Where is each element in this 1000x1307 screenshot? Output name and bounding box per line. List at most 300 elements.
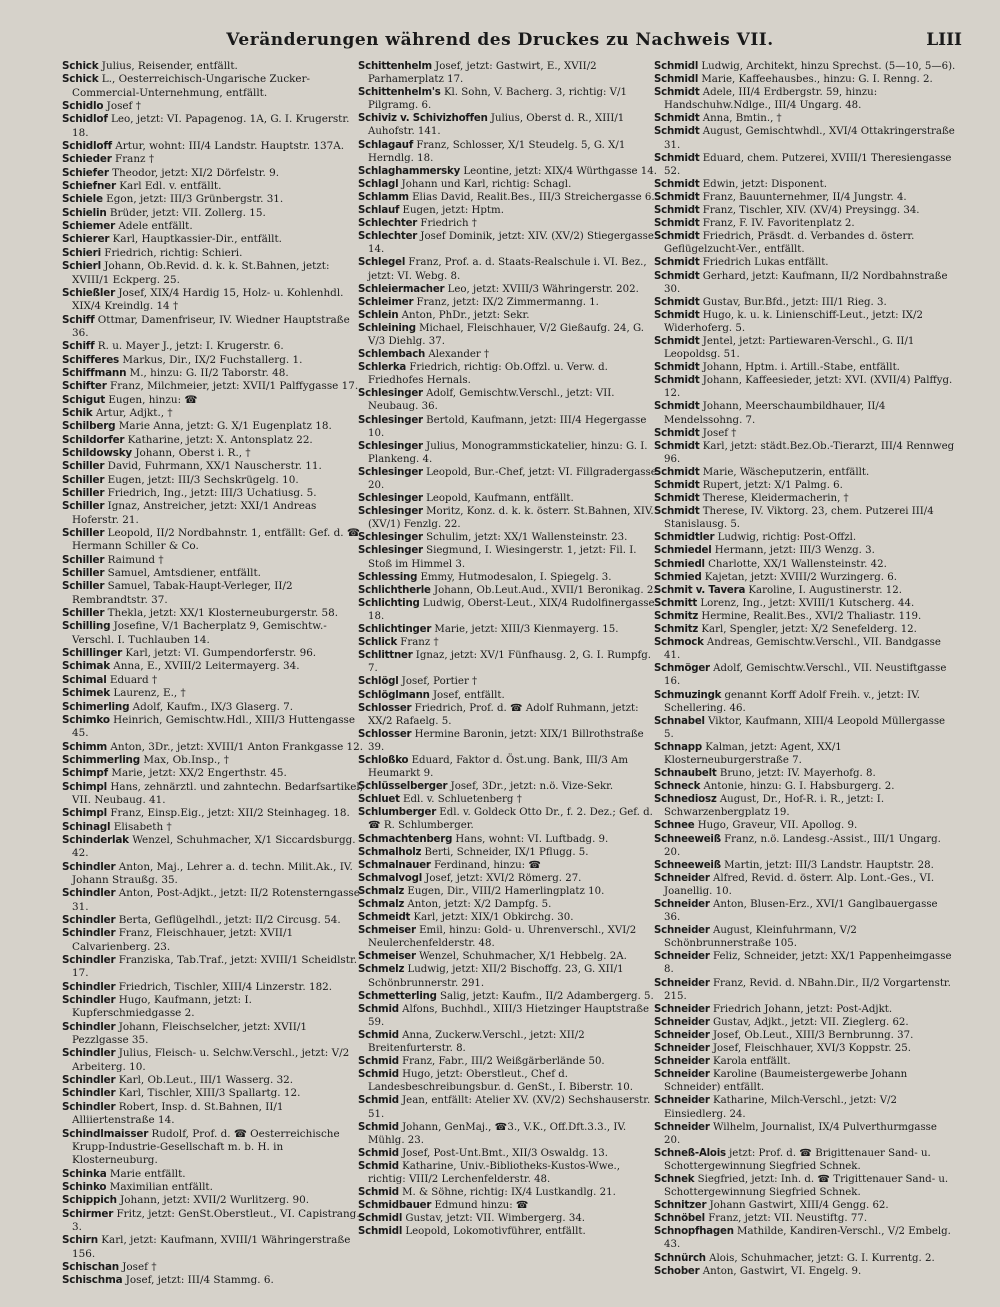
entry-surname: Schindler [62,980,116,993]
entry-surname: Schildowsky [62,446,133,459]
entry-details: Rupert, jetzt: X/1 Palmg. 6. [702,480,843,491]
directory-entry [62,193,364,206]
entry-surname: Schleimer [358,296,414,308]
entry-details: Julius, Reisender, entfällt. [101,60,238,72]
entry-details: Wenzel, Schuhmacher, X/1 Siccardsburgg. 42. [72,833,356,860]
entry-details: Josef, jetzt: XVI/2 Römerg. 27. [425,872,582,884]
entry-surname: Schlesinger [358,532,423,544]
entry-surname: Schieder [62,153,112,166]
entry-surname: Schildorfer [62,433,125,446]
entry-surname: Schneider [654,1121,710,1133]
entry-details: Fritz, jetzt: GenSt.Oberstleut., VI. Capistrang. 3. [72,1207,360,1233]
entry-surname: Schmid [358,1095,399,1107]
entry-details: Anton, PhDr., jetzt: Sekr. [401,309,530,321]
directory-entry [654,309,956,335]
entry-surname: Schnapp [654,741,702,753]
directory-entry [654,872,956,898]
directory-entry [654,597,956,610]
directory-entry [654,86,956,112]
entry-details: Johann, Kaffeesieder, jetzt: XVI. (XVII/4) Palffyg. 12. [664,375,953,400]
directory-entry [654,558,956,571]
entry-surname: Schlesinger [358,493,423,505]
entry-surname: Schlembach [358,349,426,361]
entry-details: Hans, wohnt: VI. Luftbadg. 9. [455,833,609,845]
directory-entry [358,178,660,191]
entry-surname: Schindler [62,1020,116,1033]
directory-entry [358,86,660,112]
directory-entry [654,1042,956,1055]
column-1 [62,60,364,1290]
directory-entry [654,1003,956,1016]
entry-details: Ferdinand, hinzu: ☎ [433,859,542,871]
entry-surname: Schiemer [62,220,116,233]
entry-details: Friedrich, Ing., jetzt: III/3 Uchatiusg. 5. [107,487,317,499]
entry-details: Hugo, k. u. k. Linienschiff-Leut., jetzt: IX/2 Widerhoferg. 5. [664,309,923,334]
entry-details: Julius, Oberst d. R., XIII/1 Auhofstr. 141. [368,113,625,138]
entry-details: Feliz, Schneider, jetzt: XX/1 Pappenheimgasse 8. [664,951,952,976]
entry-details: Edmund hinzu: ☎ [434,1200,529,1212]
directory-entry [654,60,956,73]
directory-entry [358,780,660,793]
entry-details: Franz, Revid. d. NBahn.Dir., II/2 Vorgartenstr. 215. [664,977,951,1002]
entry-surname: Schmidt [654,466,700,478]
entry-surname: Schiefer [62,166,109,179]
entry-details: Franz, Schlosser, X/1 Steudelg. 5, G. X/1 Herndlg. 18. [368,139,626,164]
directory-entry [654,1199,956,1212]
entry-surname: Schmid [358,1056,399,1068]
directory-entry [62,554,364,567]
entry-details: Anton, Maj., Lehrer a. d. techn. Milit.Ak., IV. Johann Straußg. 35. [72,860,353,886]
directory-entry [62,954,364,981]
entry-surname: Schindlmaisser [62,1127,149,1140]
entry-details: Berta, Geflügelhdl., jetzt: II/2 Circusg. 54. [118,914,341,926]
entry-surname: Schluet [358,794,400,806]
directory-entry [358,296,660,309]
entry-surname: Schiller [62,580,105,593]
entry-surname: Schmit v. Tavera [654,584,746,596]
directory-entry [654,230,956,256]
entry-surname: Schlick [358,637,398,649]
entry-details: Bruno, jetzt: IV. Mayerhofg. 8. [719,768,876,780]
entry-details: Elisabeth † [113,820,172,833]
entry-details: Marie, jetzt: XX/2 Engerthstr. 45. [111,767,287,780]
entry-surname: Schimerling [62,700,130,713]
directory-entry [62,287,364,314]
directory-entry [62,701,364,714]
entry-surname: Schiller [62,553,105,566]
directory-entry [62,607,364,620]
entry-details: Katharine, jetzt: X. Antonsplatz 22. [127,433,313,446]
directory-entry [358,859,660,872]
directory-entry [654,505,956,531]
entry-surname: Schindler [62,954,116,967]
directory-entry [358,204,660,217]
entry-details: Artur, Adjkt., † [95,406,173,419]
entry-details: Josef † [106,100,141,113]
entry-details: Franz, jetzt: VII. Neustiftg. 77. [708,1213,868,1225]
directory-entry [62,60,364,73]
entry-surname: Schneider [654,1029,710,1041]
entry-surname: Schmidt [654,205,700,217]
entry-surname: Schmock [654,637,704,649]
directory-entry [62,153,364,166]
entry-details: Friedrich, richtig: Ob.Offzl. u. Verw. d. Friedhofes Hernals. [368,362,608,387]
entry-surname: Schmidt [654,309,700,321]
entry-surname: Schmidt [654,178,700,190]
directory-entry [358,309,660,322]
entry-surname: Schmalholz [358,846,422,858]
directory-entry [62,474,364,487]
entry-surname: Schmetterling [358,990,437,1002]
entry-surname: Schmalz [358,885,405,897]
entry-surname: Schlögl [358,676,399,688]
entry-surname: Schmeidt [358,912,411,924]
entry-details: Johann, Oberst i. R., † [135,446,251,459]
entry-details: Friedrich Johann, jetzt: Post-Adjkt. [712,1003,893,1015]
directory-entry [358,689,660,702]
entry-details: Josef, Portier † [401,676,478,688]
directory-entry [654,374,956,400]
entry-surname: Schlaghammersky [358,165,461,177]
directory-entry [358,911,660,924]
directory-entry [358,649,660,675]
entry-details: Hermann, jetzt: III/3 Wenzg. 3. [714,545,875,557]
entry-surname: Schneider [654,1056,710,1068]
entry-details: Johann, Hptm. i. Artill.-Stabe, entfällt. [702,362,900,374]
entry-surname: Schindler [62,994,116,1007]
directory-entry [654,767,956,780]
entry-details: Wenzel, Schuhmacher, X/1 Hebbelg. 2A. [419,951,627,963]
entry-surname: Schmidt [654,375,700,387]
entry-details: Mathilde, Kandiren-Verschl., V/2 Embelg. 43. [664,1226,951,1251]
directory-entry [62,73,364,100]
directory-entry [654,1094,956,1120]
entry-details: Hugo, Kaufmann, jetzt: I. Kupferschmiedgasse 2. [72,994,252,1020]
entry-surname: Schneck [654,781,701,793]
directory-entry [654,1016,956,1029]
entry-details: Artur, wohnt: III/4 Landstr. Hauptstr. 137A. [115,140,345,153]
directory-entry [358,440,660,466]
entry-details: Karoline (Baumeistergewerbe Johann Schneider) entfällt. [664,1069,908,1094]
entry-surname: Schiller [62,487,105,499]
directory-entry [654,1068,956,1094]
entry-details: Josef † [122,1260,157,1273]
entry-details: Ignaz, Anstreicher, jetzt: XXI/1 Andreas Hoferstr. 21. [72,500,317,526]
column-3 [654,60,956,1290]
entry-surname: Schneider [654,1043,710,1055]
entry-details: Karl, jetzt: städt.Bez.Ob.-Tierarzt, III/4 Rennweg 96. [664,440,955,465]
entry-surname: Schidloff [62,140,112,153]
entry-details: Franz, Tischler, XIV. (XV/4) Preysingg. 34. [702,205,920,217]
entry-details: Hermine, Realit.Bes., XVI/2 Thaliastr. 119. [701,610,922,622]
directory-entry [62,100,364,113]
entry-surname: Schmiedel [654,545,712,557]
entry-surname: Schifter [62,380,107,393]
directory-entry [62,927,364,954]
entry-details: Eduard, Faktor d. Öst.ung. Bank, III/3 Am Heumarkt 9. [368,754,629,780]
entry-surname: Schmidl [654,74,699,86]
directory-entry [654,1173,956,1199]
directory-entry [62,674,364,687]
entry-surname: Schirn [62,1234,98,1247]
entry-surname: Schlesinger [358,506,423,518]
directory-entry [62,140,364,153]
entry-surname: Schmid [358,1003,399,1015]
entry-surname: Schindler [62,1100,116,1113]
directory-entry [358,1003,660,1029]
entry-surname: Schlesinger [358,388,423,400]
entry-surname: Schmid [358,1069,399,1081]
entry-details: Josefine, V/1 Bacherplatz 9, Gemischtw.-Verschl. I. Tuchlauben 14. [72,620,327,646]
entry-surname: Schick [62,73,99,86]
directory-entry [358,191,660,204]
entry-details: Kalman, jetzt: Agent, XX/1 Klosterneuburgerstraße 7. [664,741,842,766]
entry-surname: Schmidt [654,440,700,452]
entry-surname: Schlessing [358,571,418,583]
entry-surname: Schidlof [62,113,108,126]
directory-entry [62,420,364,433]
directory-entry [358,1068,660,1094]
entry-details: Emmy, Hutmodesalon, I. Spiegelg. 3. [420,571,612,583]
entry-surname: Schnopfhagen [654,1226,734,1238]
directory-entry [358,414,660,440]
directory-entry [62,1128,364,1168]
entry-details: genannt Korff Adolf Freih. v., jetzt: IV. Schellering. 46. [664,689,921,714]
entry-details: Franz, Bauunternehmer, II/4 Jungstr. 4. [702,191,907,203]
entry-surname: Schmidt [654,126,700,138]
entry-details: Josef, jetzt: III/4 Stammg. 6. [125,1274,274,1287]
entry-details: Leo, jetzt: XVIII/3 Währingerstr. 202. [447,283,639,295]
entry-surname: Schinka [62,1167,107,1180]
entry-details: Josef, Ob.Leut., XIII/3 Bernbrunng. 37. [712,1029,914,1041]
directory-entry [358,754,660,780]
entry-surname: Schmidt [654,113,700,125]
directory-entry [654,1147,956,1173]
entry-surname: Schmidtler [654,532,715,544]
directory-entry [358,898,660,911]
entry-details: Johann, Fleischselcher, jetzt: XVII/1 Pezzlgasse 35. [72,1020,307,1047]
directory-entry [62,1087,364,1100]
entry-surname: Schneider [654,1069,710,1081]
directory-entry [654,741,956,767]
directory-entry [654,73,956,86]
directory-entry [654,191,956,204]
entry-surname: Schnek [654,1173,695,1185]
entry-details: Friedrich, richtig: Schieri. [104,246,243,259]
directory-entry [654,833,956,859]
directory-entry [654,780,956,793]
entry-details: Brüder, jetzt: VII. Zollerg. 15. [109,206,266,219]
directory-entry [654,1055,956,1068]
directory-entry [358,466,660,492]
directory-entry [62,861,364,888]
entry-surname: Schmalz [358,899,405,910]
directory-entry [358,793,660,806]
entry-details: Karl, jetzt: VI. Gumpendorferstr. 96. [125,647,317,660]
entry-details: Franz, Fabr., III/2 Weißgärberlände 50. [402,1056,605,1068]
entry-surname: Schimm [62,740,108,753]
directory-entry [654,610,956,623]
entry-surname: Schmidt [654,218,700,230]
directory-entry [654,217,956,230]
entry-surname: Schmidt [654,506,700,518]
entry-details: Berti, Schneider, IX/1 Pflugg. 5. [424,846,589,858]
entry-surname: Schlüsselberger [358,781,448,793]
directory-entry [62,354,364,367]
entry-details: Friedrich, Prof. d. ☎ Adolf Ruhmann, jetzt: XX/2 Rafaelg. 5. [368,702,639,727]
entry-details: Friedrich, Tischler, XIII/4 Linzerstr. 182. [118,980,333,993]
directory-entry [654,636,956,662]
entry-surname: Schnöbel [654,1213,705,1225]
entry-surname: Schlesinger [358,545,423,557]
entry-details: Johann, Ob.Revid. d. k. k. St.Bahnen, jetzt: XVIII/1 Eckperg. 25. [72,260,330,286]
entry-surname: Schneider [654,1016,710,1028]
directory-entry [62,834,364,861]
directory-entry [654,859,956,872]
directory-entry [654,296,956,309]
entry-details: Marie entfällt. [109,1167,186,1180]
entry-details: Anton, 3Dr., jetzt: XVIII/1 Anton Frankgasse 12. [110,740,364,753]
directory-entry [654,256,956,269]
entry-details: Egon, jetzt: III/3 Grünbergstr. 31. [106,193,284,206]
entry-details: Eduard † [109,673,158,686]
directory-entry [654,427,956,440]
directory-entry [358,1186,660,1199]
entry-details: Salig, jetzt: Kaufm., II/2 Adambergerg. 5. [440,990,654,1002]
directory-entry [358,1094,660,1120]
directory-entry [62,207,364,220]
directory-entry [654,898,956,924]
directory-entry [62,314,364,341]
entry-details: Gerhard, jetzt: Kaufmann, II/2 Nordbahnstraße 30. [664,270,948,295]
entry-details: Marie, Kaffeehausbes., hinzu: G. I. Renng. 2. [701,74,933,86]
entry-surname: Schmidt [654,191,700,203]
directory-entry [358,361,660,387]
entry-details: Josef, Fleischhauer, XVI/3 Koppstr. 25. [712,1043,911,1055]
directory-entry [62,1021,364,1048]
directory-entry [358,1160,660,1186]
entry-details: Raimund † [107,553,164,566]
entry-surname: Schmid [358,1187,399,1199]
entry-details: Adolf, Kaufm., IX/3 Glaserg. 7. [132,700,294,713]
entry-details: August, Kleinfuhrmann, V/2 Schönbrunnerstraße 105. [664,925,857,950]
entry-details: Marie, Wäscheputzerin, entfällt. [702,466,870,478]
entry-surname: Schmuzingk [654,689,722,701]
entry-surname: Schielin [62,206,107,219]
entry-surname: Schimal [62,673,107,686]
entry-details: Kl. Sohn, V. Bacherg. 3, richtig: V/1 Pilgramg. 6. [368,87,627,112]
entry-details: Marie, jetzt: XIII/3 Kienmayerg. 15. [434,624,619,636]
directory-entry [654,584,956,597]
entry-surname: Schlosser [358,702,412,714]
entry-details: Antonie, hinzu: G. I. Habsburgerg. 2. [703,781,895,793]
entry-details: Jentel, jetzt: Partiewaren-Verschl., G. II/1 Leopoldsg. 51. [664,335,915,361]
directory-entry [62,1208,364,1235]
entry-details: Adele entfällt. [118,220,193,233]
entry-details: Josef, Post-Unt.Bmt., XII/3 Oswaldg. 13. [402,1147,609,1159]
directory-entry [358,217,660,230]
entry-surname: Schneider [654,1003,710,1015]
directory-entry [62,1074,364,1087]
directory-entry [62,620,364,647]
directory-entry [62,527,364,554]
directory-entry [62,460,364,473]
directory-entry [62,687,364,700]
entry-details: Leopold, Bur.-Chef, jetzt: VI. Fillgradergasse 20. [368,466,657,491]
entry-details: Karl, jetzt: Kaufmann, XVIII/1 Währingerstraße 156. [72,1234,351,1260]
entry-surname: Schimmerling [62,753,140,766]
directory-entry [358,531,660,544]
directory-entry [62,754,364,767]
entry-surname: Schinderlak [62,833,129,846]
entry-surname: Schmidt [654,152,700,164]
directory-entry [62,340,364,353]
entry-surname: Schmitz [654,624,699,636]
entry-details: Kajetan, jetzt: XVIII/2 Wurzingerg. 6. [704,571,897,583]
entry-details: Eduard, chem. Putzerei, XVIII/1 Theresiengasse 52. [664,152,952,177]
entry-details: Samuel, Tabak-Haupt-Verleger, II/2 Rembrandtstr. 37. [72,580,293,606]
entry-details: Siegmund, I. Wiesingerstr. 1, jetzt: Fil. I. Stoß im Himmel 3. [368,545,637,570]
directory-entry [358,230,660,256]
entry-details: Theodor, jetzt: XI/2 Dörfelstr. 9. [112,166,280,179]
entry-surname: Schick [62,60,99,72]
directory-entry [62,447,364,460]
entry-details: Edl. v. Goldeck Otto Dr., f. 2. Dez.; Gef. d. ☎ R. Schlumberger. [368,807,653,832]
directory-entry [358,675,660,688]
entry-surname: Schneider [654,951,710,963]
entry-details: Ignaz, jetzt: XV/1 Fünfhausg. 2, G. I. Rumpfg. 7. [368,650,652,675]
entry-surname: Schirmer [62,1207,114,1220]
directory-entry [358,702,660,728]
directory-entry [358,597,660,623]
directory-entry [62,407,364,420]
entry-details: Moritz, Konz. d. k. k. österr. St.Bahnen, XIV. (XV/1) Fenzlg. 22. [368,506,654,531]
entry-surname: Schimpf [62,767,108,780]
entry-details: Ludwig, jetzt: XII/2 Bischoffg. 23, G. XII/1 Schönbrunnerstr. 291. [368,964,624,989]
entry-surname: Schnürch [654,1252,706,1264]
column-2 [358,60,660,1290]
entry-surname: Schlagl [358,178,399,190]
entry-surname: Schiff [62,340,95,353]
entry-details: Franz, jetzt: IX/2 Zimmermanng. 1. [416,296,599,308]
entry-surname: Schmachtenberg [358,833,453,845]
entry-details: Karl, jetzt: XIX/1 Obkirchg. 30. [413,912,574,924]
entry-details: Viktor, Kaufmann, XIII/4 Leopold Müllergasse 5. [664,715,946,740]
entry-details: Ludwig, Architekt, hinzu Sprechst. (5—10, 5—6). [701,61,956,72]
entry-details: Alexander † [428,349,490,361]
entry-surname: Schippich [62,1194,117,1207]
entry-details: Hermine Baronin, jetzt: XIX/1 Billrothstraße 39. [368,728,644,753]
entry-details: Ludwig, Oberst-Leut., XIX/4 Rudolfinergasse 18. [368,597,655,622]
directory-entry [654,152,956,178]
directory-entry [654,623,956,636]
directory-entry [654,977,956,1003]
directory-entry [654,479,956,492]
directory-entry [358,963,660,989]
entry-details: Eugen, hinzu: ☎ [108,393,198,406]
entry-details: Maximilian entfällt. [109,1180,213,1193]
entry-surname: Schnaubelt [654,768,717,780]
entry-surname: Schnitzer [654,1200,707,1212]
entry-details: Marie Anna, jetzt: G. X/1 Eugenplatz 18. [118,420,332,433]
entry-surname: Schlosser [358,728,412,740]
entry-details: Josef, jetzt: Gastwirt, E., XVII/2 Parhamerplatz 17. [368,61,597,86]
entry-details: Hugo, jetzt: Oberstleut., Chef d. Landesbeschreibungsbur. d. GenSt., I. Biberstr. 10. [368,1069,634,1094]
entry-surname: Schneider [654,925,710,937]
entry-surname: Schilling [62,620,111,633]
entry-details: Anton, Blusen-Erz., XVI/1 Ganglbauergasse 36. [664,899,938,924]
entry-details: Franz, Einsp.Eig., jetzt: XII/2 Steinhageg. 18. [110,807,350,820]
